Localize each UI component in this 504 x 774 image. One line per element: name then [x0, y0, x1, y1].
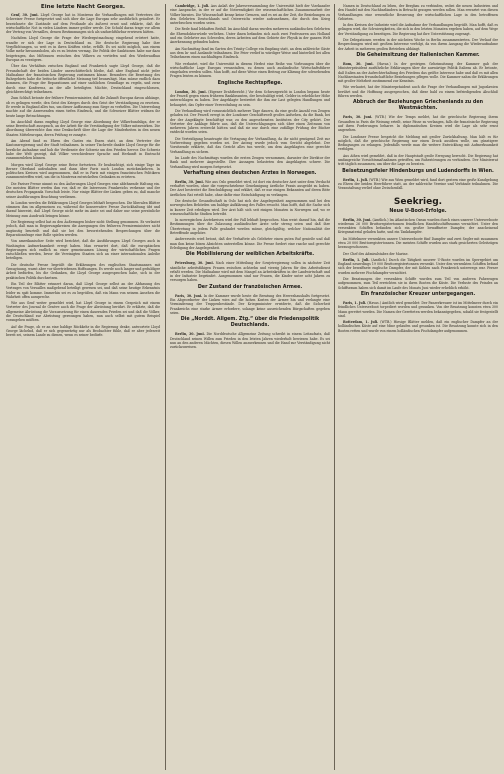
article-paragraph	[170, 27, 330, 44]
article-paragraph	[338, 178, 498, 191]
dateline: Berlin, 30. Juni.	[343, 217, 372, 222]
article-paragraph	[6, 96, 160, 117]
paragraph-text: Die Besatzungen der versenkten Schiffe wurden zum Teil von anderen Fahrzeugen aufgenommen, zum Teil erreichten sie in ihren Booten die Küste. Die Verluste des Feindes an Schiffsraum haben sich damit im Laufe des Monats Juni wieder erheblich erhöht.	[338, 277, 498, 290]
article-paragraph	[6, 163, 160, 180]
dateline: Cambridge, 1. Juli.	[175, 4, 210, 8]
article-paragraph	[338, 252, 498, 256]
article-paragraph	[338, 237, 498, 250]
article-paragraph	[170, 90, 330, 107]
dateline: Petersburg, 30. Juni.	[175, 261, 214, 266]
article-paragraph	[338, 258, 498, 275]
paragraph-text: (Eigener Drahtbericht.) Vor dem Schwurgericht in London begann heute der Prozeß gegen einen früheren Bankbeamten, der beschuldigt wird, Gelder in erheblicher Höhe unterschlagen zu haben. Der Angeklagte bestreitet die ihm zur Last gelegten Handlungen und behauptet, das Opfer einer Verwechslung zu sein.	[170, 89, 330, 107]
article-headline: Englische Rechtspflege.	[217, 80, 283, 86]
article-headline: Die „Norddt. Allgem. Ztg.“ über die Friedenspolitik Deutschlands.	[180, 317, 320, 329]
paragraph-text: (Havas.) Amtlich wird gemeldet: Der Panzerkreuzer ist im Mittelmeer durch ein feindliches Unterseeboot torpediert worden und gesunken. Von der Besatzung konnten etwa 300 Mann gerettet werden. Die Namen der Geretteten werden bekanntgegeben, sobald sie festgestellt sind.	[338, 300, 498, 318]
paragraph-text: Die Norddeutsche Allgemeine Zeitung schreibt in einem Leitaufsatz, daß Deutschland seinen Willen zum Frieden in den letzten Jahren wiederholt bewiesen habe. Es sei nun an den anderen Mächten, diesen Willen anzuerkennen und die Hand zur Verständigung nicht zurückzuweisen.	[170, 332, 330, 350]
article-paragraph	[170, 47, 330, 60]
paragraph-text: Wie aus Oslo gemeldet wird, ist dort ein deutscher Arzt unter dem Verdacht verhaftet worden, ohne die vorgeschriebene Genehmigung ärztliche Praxis ausgeübt zu haben. Der Arzt bestreitet die Beschuldigung und erklärt, daß er nur einigen Bekannten auf deren Bitte ärztlichen Rat erteilt habe, ohne dafür eine Entschädigung zu verlangen.	[170, 179, 330, 197]
paragraph-text: Von amerikanischer Seite wird berichtet, daß die Ausführungen Lloyd Georges auch in Washington Aufmerksamkeit erregt haben. Man erwartet dort, daß die europäischen Regierungen sich endlich zu einer gemeinsamen Lösung der wirtschaftlichen Fragen entschließen werden, bevor die Vereinigten Staaten sich an einer internationalen Anleihe beteiligen.	[6, 239, 160, 261]
dateline: Paris, 30. Juni.	[343, 115, 373, 120]
paragraph-text: Im Laufe des Nachmittags wurden die ersten Zeugen vernommen, darunter der Direktor der Bank und mehrere Angestellte. Ihre Aussagen belasteten den Angeklagten schwer. Die Verhandlung wird morgen fortgesetzt.	[170, 155, 330, 169]
article-paragraph	[6, 220, 160, 237]
article-paragraph	[338, 85, 498, 98]
article-headline: Eine letzte Nacht Georges.	[40, 4, 126, 10]
article-headline: Abbruch der Beziehungen Griechenlands zu den Westmächten.	[353, 100, 483, 112]
dateline: London, 30. Juni.	[175, 89, 207, 94]
paragraph-text: Morgen wird Lloyd George seine Reise fortsetzen. Er beabsichtigt, sich einige Tage im Berner Oberland aufzuhalten und dann über Paris nach London zurückzukehren. In politischen Kreisen wird angenommen, daß er in Paris mit einigen französischen Politikern zusammentreffen wird, um die in Montreux entwickelten Gedanken zu erörtern.	[6, 162, 160, 180]
dateline: Berlin, 1. Juli.	[343, 257, 370, 262]
paragraph-text: Auf die Frage, ob er an eine baldige Rückkehr in die Regierung denke, antwortete Lloyd George lächelnd, daß er sich gegenwärtig nur als Beobachter fühle, daß er aber jederzeit bereit sei, seinem Lande zu dienen, wenn es seiner bedürfe.	[6, 324, 160, 338]
dateline: Paris, 30. Juni.	[175, 293, 203, 298]
paragraph-text: Wie aus Genf weiter gemeldet wird, hat Lloyd George in einem Gespräch mit einem Vertreter des Journal de Genève auch die Frage der Abrüstung berührt. Er erklärte, daß die allgemeine Abrüstung die Voraussetzung für einen dauernden Frieden sei und daß die Völker, die Deutschland zur Abrüstung gezwungen haben, nun auch selbst mit gutem Beispiel vorangehen müßten.	[6, 301, 160, 323]
paragraph-text: Aus Athen wird gemeldet, daß in der Hauptstadt große Erregung herrscht. Die Regierung hat umfangreiche Vorsichtsmaßnahmen getroffen, um Ruhestörungen zu verhindern. Der Ministerrat tritt täglich zusammen, um über die Lage zu beraten.	[338, 153, 498, 167]
paragraph-text: In den Kreisen der Industrie wird die Aufnahme der Verhandlungen begrüßt. Man hofft, daß es gelingen wird, die Schwierigkeiten, die sich in den letzten Monaten ergeben haben, auf dem Wege der Verständigung zu beseitigen. Die Regierung hat ihre Unterstützung zugesagt.	[338, 23, 498, 36]
article-paragraph	[6, 325, 160, 338]
article-headline: Die Geheimsitzung der italienischen Kammer.	[356, 52, 480, 58]
dateline: Berlin, 30. Juni.	[175, 179, 204, 184]
article-paragraph	[170, 237, 330, 250]
article-paragraph	[170, 332, 330, 349]
article-paragraph	[6, 139, 160, 160]
article-paragraph	[170, 109, 330, 135]
article-headline: Neue U-Boot-Erfolge.	[389, 208, 447, 214]
article-paragraph	[6, 263, 160, 280]
article-paragraph	[338, 38, 498, 51]
article-paragraph	[6, 13, 160, 34]
article-paragraph	[338, 154, 498, 167]
dateline: Paris, 1. Juli.	[343, 300, 367, 305]
paragraph-text: (WTB.) Wie aus Wien gemeldet wird, fand dort gestern eine große Kundgebung zu Ehren der beiden Heerführer statt, an der zahlreiche Vereine und Verbände teilnahmen. Die Veranstaltung verlief ohne Zwischenfall.	[338, 177, 498, 191]
article-paragraph	[338, 23, 498, 36]
column-3	[338, 4, 498, 770]
article-headline: Die Mobilisierung der weiblichen Arbeitskräfte.	[185, 252, 315, 258]
paragraph-text: Aus Anlaß der Jahresversammlung der Universität hielt der Vizekanzler eine Ansprache, in der er auf die Notwendigkeit der wissenschaftlichen Zusammenarbeit der Völker hinwies. Die Wissenschaft kenne keine Grenzen, und es sei an der Zeit, die Beziehungen zu den Gelehrten Deutschlands und Österreichs wieder aufzunehmen, die durch den Krieg unterbrochen worden seien.	[170, 4, 330, 26]
paragraph-text: Im Anschluß daran empfing Lloyd George eine Abordnung der Völkerbundsliga, der er seine Bereitschaft aussprach, an der Arbeit für die Verständigung der Völker mitzuwirken. Die Abordnung überreichte ihm eine Denkschrift über die Lage der Minderheiten in den neuen Staaten Mitteleuropas, deren Prüfung er zusagte.	[6, 119, 160, 137]
paragraph-text: Lloyd George hat in Montreux die Verhandlungen mit Vertretern der Schweizer Presse fortgesetzt und sich über die Lage Europas sehr ausführlich geäußert. Er bezeichnete die Zustände auf dem Festlande als äußerst ernst und erklärte, daß die wirtschaftliche Not in vielen Ländern immer größer werde. Die Schuld daran trage vor allem der Vertrag von Versailles, dessen Bestimmungen sich als undurchführbar erwiesen hätten.	[6, 13, 160, 35]
article-paragraph	[6, 120, 160, 137]
paragraph-text: (Amtlich.) Durch die Tätigkeit unserer U-Boote wurden im Sperrgebiet um England neuerdings 19 000 Bruttoregistertonnen versenkt. Unter den versenkten Schiffen befand sich der bewaffnete englische Dampfer, der mit Kohlen nach Frankreich unterwegs war. Ferner wurden mehrere Fischdampfer vernichtet.	[338, 257, 498, 275]
paragraph-text: Wie verlautet, wird die Universität in diesem Herbst eine Reihe von Vorlesungen über die wirtschaftliche Lage Europas veranstalten, zu denen auch ausländische Wirtschaftsführer eingeladen werden sollen. Man hofft, auf diese Weise einen Beitrag zur Klärung der schwebenden Fragen leisten zu können.	[170, 61, 330, 79]
article-paragraph	[170, 137, 330, 154]
paragraph-text: Die Rede fand lebhaften Beifall. Im Anschluß daran wurden mehreren ausländischen Gelehrten die Ehrendoktorwürde verliehen. Unter ihnen befanden sich auch zwei Professoren aus Holland und ein Gelehrter aus Schweden, deren Arbeiten auf dem Gebiete der Physik in der ganzen Welt Anerkennung gefunden haben.	[170, 27, 330, 45]
article-headline: Verhaftung eines deutschen Arztes in Norwegen.	[183, 170, 317, 176]
paragraph-text: Ein Teil der Blätter erinnert daran, daß Lloyd George selbst an der Abfassung des Vertrages von Versailles maßgebend beteiligt gewesen sei, und daß seine heutige Erkenntnis leider zu spät komme. Immerhin sei es zu begrüßen, daß ein Mann von seinem Ansehen die Wahrheit offen ausspreche.	[6, 281, 160, 299]
article-paragraph	[6, 201, 160, 218]
article-paragraph	[170, 180, 330, 197]
article-headline: Beisetzungsfeier Hindenburgs und Ludendorffs in Wien.	[342, 168, 494, 174]
paragraph-text: Nach einer Mitteilung der Sowjetregierung sollen in nächster Zeit sämtliche arbeitsfähigen Frauen zwischen achtzehn und vierzig Jahren für den Arbeitsdienst erfaßt werden. Die Maßnahme wird mit dem Mangel an Arbeitskräften in der Landwirtschaft und in der Industrie begründet. Ausgenommen sind nur Frauen, die Kinder unter acht Jahren zu versorgen haben.	[170, 261, 330, 283]
dateline: Rotterdam, 1. Juli.	[343, 320, 379, 325]
article-paragraph	[170, 261, 330, 282]
article-paragraph	[338, 301, 498, 318]
article-paragraph	[170, 294, 330, 315]
paragraph-text: Zum Schluß betonte der frühere Premierminister, daß die Zukunft Europas davon abhänge, ob es gelingen werde, den Geist des Krieges durch den Geist der Verständigung zu ersetzen. Er werde in England alles tun, um dieser Auffassung zum Siege zu verhelfen. Die Unterredung machte auf die Anwesenden einen tiefen Eindruck, und die Schweizer Blätter widmen ihr heute lange Betrachtungen.	[6, 96, 160, 118]
article-paragraph	[6, 282, 160, 299]
article-paragraph	[6, 301, 160, 322]
column-1	[6, 4, 160, 770]
dateline: Genf, 30. Juni.	[11, 13, 39, 17]
column-2	[170, 4, 330, 770]
paragraph-text: Die Londoner Presse bespricht die Meldung mit großer Zurückhaltung. Man hält es für möglich, daß die griechische Regierung nur einen Druck ausüben wolle, um günstigere Bedingungen zu erlangen. Jedenfalls werde man die weitere Entwicklung mit Aufmerksamkeit verfolgen.	[338, 134, 498, 152]
article-paragraph	[338, 4, 498, 21]
article-headline: Der Zustand der französischen Armee.	[197, 284, 303, 290]
paragraph-text: Wie verlautet, hat der Ministerpräsident auch die Frage der Verhandlungen mit Jugoslawien berührt und die Hoffnung ausgesprochen, daß diese bald zu einem befriedigenden Abschluß führen werden.	[338, 85, 498, 99]
paragraph-text: Am Nachmittag fand im Garten des Trinity College ein Empfang statt, an dem zahlreiche Gäste aus dem In- und Auslande teilnahmen. Die Feier verlief in würdiger Weise und hinterließ bei allen Teilnehmern einen nachhaltigen Eindruck.	[170, 46, 330, 60]
paragraph-text: Nachdem Lloyd George die Frage der Wiedergutmachung eingehend erörtert hatte, wandte er sich der Lage in Deutschland zu. Die deutsche Regierung habe ihre Verpflichtungen, so weit es in ihren Kräften stehe, erfüllt. Es sei nicht möglich, aus einem Volke mehr herauszuholen, als es zu leisten vermag. Die Politik der Sanktionen habe nur dazu beigetragen, das Mißtrauen zwischen den Völkern zu vertiefen und den Wiederaufbau Europas zu verzögern.	[6, 36, 160, 62]
article-paragraph	[170, 199, 330, 216]
paragraph-text: (Amtlich.) Im Atlantischen Ozean wurden durch eines unserer Unterseeboote wiederum 26 000 Bruttoregistertonnen feindlichen Handelsschiffsraums vernichtet. Unter den versenkten Schiffen befanden sich ein großer bewaffneter Dampfer, der anscheinend Kriegsmaterial geladen hatte, und ein Tankdampfer.	[338, 217, 498, 235]
column-rule	[334, 4, 335, 770]
article-paragraph	[170, 218, 330, 235]
paragraph-text: Die Delegationen werden in der nächsten Woche in Berlin zusammentreten. Der Verlauf der Besprechungen wird mit großem Interesse verfolgt, da von ihrem Ausgang die Wiederaufnahme der Arbeit in mehreren großen Betrieben abhängt.	[338, 38, 498, 51]
article-headline: Seekrieg.	[393, 196, 443, 207]
paragraph-text: Die Verhandlung wird voraussichtlich mehrere Tage dauern, da eine große Anzahl von Zeugen geladen ist. Der Prozeß erregt in der Londoner Geschäftswelt großes Aufsehen, da die Bank, bei der der Angeklagte beschäftigt war, zu den angesehensten Instituten der City gehört. Der Vertreter der Anklage führte aus, daß die Unterschlagungen sich über einen Zeitraum von mehreren Jahren erstreckt hätten und daß sie nur durch eine zufällige Prüfung der Bücher entdeckt worden seien.	[170, 108, 330, 135]
paragraph-text: Der Chef des Admiralstabes der Marine.	[343, 251, 409, 256]
dateline: Rom, 30. Juni.	[343, 61, 374, 66]
paragraph-text: In norwegischen Ärztekreisen wird der Fall lebhaft besprochen. Man weist darauf hin, daß die Bestimmungen über die Zulassung ausländischer Ärzte sehr streng seien und daß ihre Übertretung in jedem Falle geahndet werden müsse, gleichgültig, welcher Nationalität der Betreffende angehöre.	[170, 218, 330, 236]
article-paragraph	[338, 277, 498, 290]
article-paragraph	[6, 239, 160, 260]
paragraph-text: Über das Verhältnis zwischen England und Frankreich sagte Lloyd George, daß die Freundschaft der beiden Länder unerschütterlich bleibe, daß aber England nicht jeder Maßnahme der französischen Regierung zustimmen könne. Besonders die Besetzung des Ruhrgebiets habe die britische öffentliche Meinung tief beunruhigt. Man müsse endlich dazu kommen, die Frage der Reparationen auf einer sachlichen Grundlage zu regeln, und zwar durch eine Konferenz, an der alle beteiligten Mächte, Deutschland eingeschlossen, gleichberechtigt teilnehmen.	[6, 64, 160, 95]
paragraph-text: Am Abend fand zu Ehren des Gastes ein Essen statt, an dem Vertreter der Kantonsregierung und der Stadt teilnahmen. In seiner Tischrede dankte Lloyd George für die herzliche Aufnahme und hob die Verdienste der Schweiz um den Frieden hervor. Die Schweiz habe der Welt gezeigt, daß Völker verschiedener Sprache und Herkunft in Eintracht zusammenleben können.	[6, 139, 160, 161]
paragraph-text: Die Verteidigung beantragte die Vertagung der Verhandlung, da ihr nicht genügend Zeit zur Vorbereitung gegeben worden sei. Der Antrag wurde jedoch vom Gericht abgelehnt. Der Vorsitzende erklärte, daß das Gericht alles tun werde, um dem Angeklagten eine gerechte Verhandlung zu sichern.	[170, 136, 330, 154]
article-paragraph	[6, 36, 160, 62]
paragraph-text: Namen in Deutschland zu leben, der Bergbau zu verbinden, wobei die neuen Industrien und den Handel mit den Nachbarländern in Betracht gezogen werden sollen. Man erwartet von diesen Verhandlungen eine wesentliche Besserung der wirtschaftlichen Lage in den betroffenen Gebieten.	[338, 4, 498, 21]
article-paragraph	[170, 156, 330, 169]
column-rule	[165, 4, 166, 770]
article-paragraph	[338, 115, 498, 132]
paragraph-text: Die deutsche Presse begrüßt die Erklärungen des englischen Staatsmannes mit Genugtuung, warnt aber vor übertriebenen Hoffnungen. Es werde noch langer und geduldiger Arbeit bedürfen, bis die Gedanken, die Lloyd George ausgesprochen habe, sich in der praktischen Politik durchsetzen.	[6, 262, 160, 280]
paragraph-text: (WTB.) Wie der Temps meldet, hat die griechische Regierung ihrem Gesandten in Paris die Weisung erteilt, seine Pässe zu verlangen, falls die französische Regierung auf ihren Forderungen beharre. In diplomatischen Kreisen wird die Lage als sehr ernst angesehen.	[338, 115, 498, 133]
article-paragraph	[6, 64, 160, 94]
paragraph-text: (WTB.) Hiesige Blätter melden, daß ein englischer Dampfer an der holländischen Küste auf eine Mine gelaufen und gesunken ist. Die Besatzung konnte sich in den Booten retten und wurde von einem holländischen Fischdampfer aufgenommen.	[338, 320, 498, 333]
paragraph-text: Die deutsche Gesandtschaft in Oslo hat sich der Angelegenheit angenommen und bei den norwegischen Behörden um baldige Aufklärung des Falles ersucht. Man hofft, daß die Sache sich in kurzer Zeit erledigen wird. Der Arzt hält sich seit einigen Monaten in Norwegen auf, wo er wissenschaftliche Studien betreibt.	[170, 198, 330, 216]
paragraph-text: Die Regierung selbst hat zu den Äußerungen bisher nicht Stellung genommen. Es verlautet jedoch, daß man in Regierungskreisen die Anregungen des früheren Premierministers nicht ungünstig beurteilt und daß sie bei den bevorstehenden Besprechungen über die Reparationsfrage eine Rolle spielen werden.	[6, 220, 160, 237]
article-paragraph	[338, 218, 498, 235]
article-paragraph	[338, 135, 498, 152]
dateline: Berlin, 1. Juli.	[343, 177, 369, 182]
article-paragraph	[338, 320, 498, 333]
paragraph-text: In der Kammer wurde heute die Beratung des Heereshaushalts fortgesetzt. Ein Abgeordneter der Linken wies auf die hohen Kosten der Armee hin und verlangte eine Verminderung der Truppenbestände. Der Kriegsminister erwiderte, daß die Sicherheit Frankreichs eine starke Armee erfordere, solange keine ausreichenden Bürgschaften gegeben seien.	[170, 293, 330, 315]
article-paragraph	[6, 182, 160, 199]
article-paragraph	[170, 4, 330, 25]
paragraph-text: Im Mittelmeer versenkten unsere Unterseeboote fünf Dampfer und zwei Segler mit zusammen etwa 20 000 Bruttoregistertonnen. Die meisten Schiffe wurden aus stark gesicherten Geleitzügen herausgeschossen.	[338, 236, 498, 250]
article-paragraph	[170, 62, 330, 79]
paragraph-text: (Havas.) In der gestrigen Geheimsitzung der Kammer gab der Ministerpräsident ausführliche Erklärungen über die auswärtige Politik Italiens ab. Er betonte, daß Italien an der Aufrechterhaltung des Friedens das größte Interesse habe und daß es mit allen Nachbarstaaten freundschaftliche Beziehungen pflegen wolle. Die Kammer nahm die Erklärungen mit großer Mehrheit zustimmend zur Kenntnis.	[338, 61, 498, 84]
dateline: Berlin, 30. Juni.	[175, 332, 205, 337]
paragraph-text: Die Pariser Presse nimmt zu den Äußerungen Lloyd Georges eine ablehnende Haltung ein. Die meisten Blätter werfen ihm vor, daß er die Interessen Frankreichs verkenne und der deutschen Propaganda Vorschub leiste. Nur einige Blätter der Linken geben zu, daß manche seiner Ausführungen Beachtung verdienen.	[6, 181, 160, 199]
article-headline: Ein französischer Kreuzer untergegangen.	[360, 291, 476, 297]
article-paragraph	[338, 62, 498, 83]
paragraph-text: In London werden die Erklärungen Lloyd Georges lebhaft besprochen. Die liberalen Blätter stimmen ihm im allgemeinen zu, während die konservative Presse Zurückhaltung übt und darauf hinweist, daß Lloyd George nicht mehr im Amte sei und daher nur seine persönliche Meinung zum Ausdruck bringen könne.	[6, 200, 160, 218]
paragraph-text: Andererseits wird betont, daß der Verhaftete als Gelehrter einen guten Ruf genieße und daß man ihm keine bösen Absichten unterstellen könne. Die Presse fordert eine rasche und gerechte Erledigung der Angelegenheit.	[170, 237, 330, 250]
